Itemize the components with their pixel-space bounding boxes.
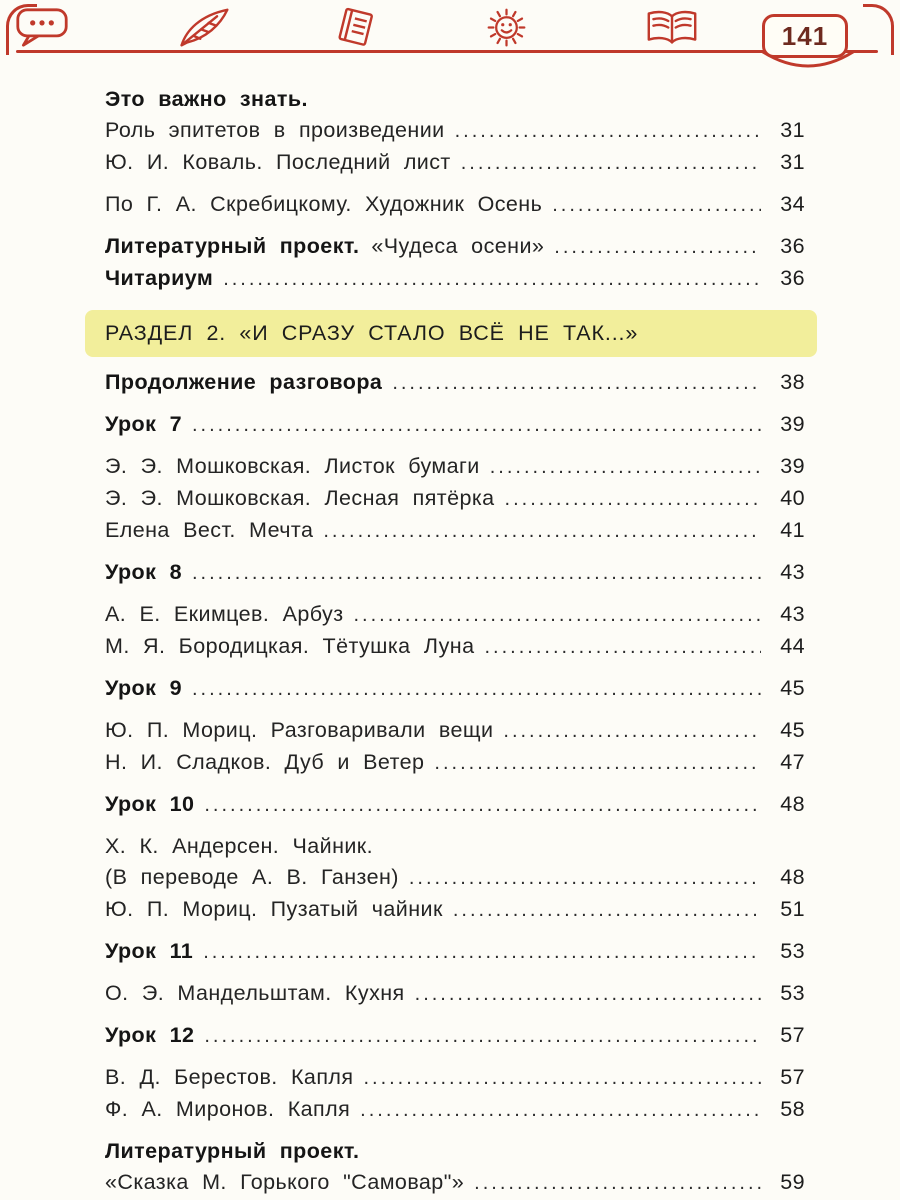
dot-leader — [490, 451, 761, 483]
toc-entry — [105, 84, 805, 115]
toc-entry — [105, 862, 805, 894]
entry-title: Роль эпитетов в произведении — [105, 118, 445, 142]
dot-leader — [392, 367, 761, 399]
dot-leader — [552, 189, 761, 221]
quill-icon — [176, 6, 232, 48]
dot-leader — [204, 1020, 761, 1052]
dot-leader — [415, 978, 761, 1010]
toc-entry — [105, 1094, 805, 1126]
dot-leader — [474, 1167, 761, 1199]
entry-page-number: 57 — [780, 1023, 805, 1047]
entry-page-number: 41 — [780, 518, 805, 542]
entry-page-number: 48 — [780, 865, 805, 889]
entry-page-number: 39 — [780, 412, 805, 436]
entry-title-bold: Урок 11 — [105, 939, 194, 963]
entry-title-bold: Урок 9 — [105, 676, 182, 700]
dot-leader — [204, 789, 761, 821]
entry-title: «Чудеса осени» — [371, 234, 545, 258]
dot-leader — [554, 231, 761, 263]
dot-leader — [461, 147, 761, 179]
toc-entry — [105, 936, 805, 968]
entry-title: Ф. А. Миронов. Капля — [105, 1097, 351, 1121]
entry-title-bold: Урок 8 — [105, 560, 182, 584]
dot-leader — [323, 515, 761, 547]
dot-leader — [354, 599, 762, 631]
entry-page-number: 36 — [780, 266, 805, 290]
toc-entry — [105, 231, 805, 263]
frame-corner-left — [6, 4, 37, 55]
entry-title: М. Я. Бородицкая. Тётушка Луна — [105, 634, 475, 658]
dot-leader — [192, 673, 761, 705]
dot-leader — [363, 1062, 761, 1094]
entry-title: По Г. А. Скребицкому. Художник Осень — [105, 192, 543, 216]
page-number-badge: 141 — [762, 14, 848, 58]
toc-entry — [105, 189, 805, 221]
page-header — [0, 0, 900, 58]
dot-leader — [503, 715, 761, 747]
entry-title: (В переводе А. В. Ганзен) — [105, 865, 399, 889]
toc-entry — [105, 1167, 805, 1199]
dot-leader — [192, 409, 761, 441]
toc-entry — [105, 147, 805, 179]
entry-page-number: 36 — [780, 234, 805, 258]
entry-title: Э. Э. Мошковская. Листок бумаги — [105, 454, 480, 478]
toc-entry — [105, 747, 805, 779]
entry-title: Х. К. Андерсен. Чайник. — [105, 834, 374, 858]
toc-entry — [105, 631, 805, 663]
toc-entry — [105, 515, 805, 547]
dot-leader — [409, 862, 761, 894]
entry-title: Елена Вест. Мечта — [105, 518, 314, 542]
entry-page-number: 38 — [780, 370, 805, 394]
entry-title-bold: Продолжение разговора — [105, 370, 383, 394]
toc-entry — [105, 599, 805, 631]
dot-leader — [434, 747, 761, 779]
entry-page-number: 40 — [780, 486, 805, 510]
dot-leader — [223, 263, 761, 295]
entry-title: В. Д. Берестов. Капля — [105, 1065, 354, 1089]
entry-page-number: 31 — [780, 150, 805, 174]
toc-entry — [105, 115, 805, 147]
entry-title: А. Е. Екимцев. Арбуз — [105, 602, 344, 626]
toc-entry — [105, 894, 805, 926]
toc-entry — [105, 1020, 805, 1052]
toc-entry — [105, 1062, 805, 1094]
entry-page-number: 45 — [780, 718, 805, 742]
entry-page-number: 43 — [780, 602, 805, 626]
entry-page-number: 44 — [780, 634, 805, 658]
toc-entry — [105, 831, 805, 862]
sun-icon — [478, 6, 534, 48]
entry-page-number: 39 — [780, 454, 805, 478]
entry-title: Э. Э. Мошковская. Лесная пятёрка — [105, 486, 495, 510]
entry-page-number: 45 — [780, 676, 805, 700]
toc-entry — [105, 557, 805, 589]
toc-entry — [105, 409, 805, 441]
dot-leader — [192, 557, 761, 589]
entry-title-bold: Читариум — [105, 266, 214, 290]
entry-page-number: 34 — [780, 192, 805, 216]
toc-entry — [105, 789, 805, 821]
entry-page-number: 58 — [780, 1097, 805, 1121]
entry-page-number: 59 — [780, 1170, 805, 1194]
entry-page-number: 48 — [780, 792, 805, 816]
toc-entry — [105, 483, 805, 515]
dot-leader — [455, 115, 761, 147]
toc-entry — [105, 978, 805, 1010]
toc-entry — [105, 451, 805, 483]
entry-title: «Сказка М. Горького "Самовар"» — [105, 1170, 465, 1194]
dot-leader — [453, 894, 761, 926]
entry-title: Ю. П. Мориц. Разговаривали вещи — [105, 718, 494, 742]
dot-leader — [505, 483, 761, 515]
entry-title-bold: Это важно знать. — [105, 87, 308, 111]
entry-page-number: 47 — [780, 750, 805, 774]
entry-title: Ю. И. Коваль. Последний лист — [105, 150, 451, 174]
toc-entry — [105, 673, 805, 705]
frame-corner-right — [863, 4, 894, 55]
entry-title: Ю. П. Мориц. Пузатый чайник — [105, 897, 443, 921]
entry-title-bold: Урок 12 — [105, 1023, 195, 1047]
entry-page-number: 51 — [780, 897, 805, 921]
entry-page-number: 57 — [780, 1065, 805, 1089]
toc-entry — [105, 263, 805, 295]
toc-entry — [105, 715, 805, 747]
dot-leader — [484, 631, 761, 663]
entry-title-bold: Литературный проект. — [105, 1139, 360, 1163]
entry-page-number: 53 — [780, 939, 805, 963]
section-heading: РАЗДЕЛ 2. «И СРАЗУ СТАЛО ВСЁ НЕ ТАК...» — [85, 310, 817, 357]
entry-title-bold: Литературный проект. — [105, 234, 360, 258]
books-icon — [328, 6, 384, 48]
toc-entry — [105, 367, 805, 399]
entry-title-bold: Урок 7 — [105, 412, 182, 436]
toc-entry — [105, 1136, 805, 1167]
entry-title: О. Э. Мандельштам. Кухня — [105, 981, 405, 1005]
open-book-icon — [644, 6, 700, 48]
entry-title-bold: Урок 10 — [105, 792, 195, 816]
entry-title: Н. И. Сладков. Дуб и Ветер — [105, 750, 425, 774]
toc-list — [105, 84, 805, 1199]
dot-leader — [203, 936, 761, 968]
dot-leader — [360, 1094, 761, 1126]
entry-page-number: 43 — [780, 560, 805, 584]
entry-page-number: 53 — [780, 981, 805, 1005]
entry-page-number: 31 — [780, 118, 805, 142]
header-rule — [16, 50, 878, 53]
